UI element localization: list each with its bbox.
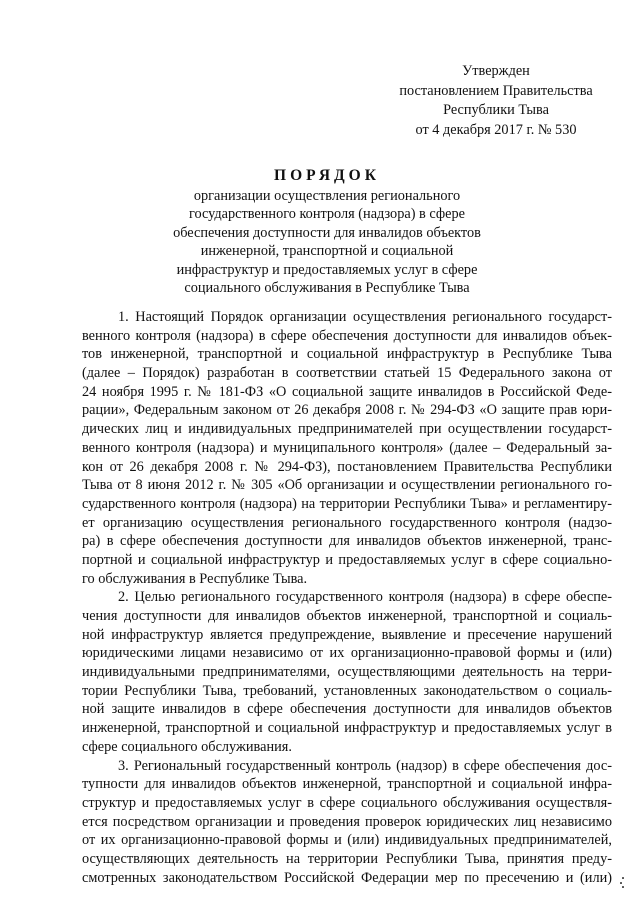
paragraph-1-line: сударственного контроля (надзора) на территории Республики Тыва» и регламентиру-: [82, 495, 612, 512]
paragraph-1-line: портной и социальной инфраструктур и предоставляемых услуг в сфере социально-: [82, 551, 612, 568]
paragraph-1-line: рации», Федеральным законом от 26 декабря 2008 г. № 294-ФЗ «О защите прав юри-: [82, 402, 612, 419]
paragraph-1-line: 24 ноября 1995 г. № 181-ФЗ «О социальной защите инвалидов в Российской Феде-: [82, 383, 612, 400]
paragraph-2-line: чения доступности для инвалидов объектов инженерной, транспортной и социаль-: [82, 608, 612, 624]
paragraph-2-line: тории Республики Тыва, требований, установленных законодательством о социаль-: [82, 682, 612, 699]
paragraph-2-line: 2. Целью регионального государственного контроля (надзора) в сфере обеспе-: [118, 589, 612, 606]
paragraph-1-line: ра) в сфере обеспечения доступности для инвалидов объектов инженерной, транс-: [82, 533, 612, 550]
paragraph-1-line: 1. Настоящий Порядок организации осуществления регионального государст-: [118, 309, 612, 325]
document-title: ПОРЯДОК: [274, 167, 380, 184]
subtitle-line: обеспечения доступности для инвалидов объектов: [173, 224, 481, 241]
approval-line: постановлением Правительства: [399, 82, 593, 99]
subtitle-line: организации осуществления регионального: [193, 188, 461, 204]
paragraph-2-line: индивидуальными предпринимателями, осуществляющими деятельность на терри-: [82, 664, 612, 681]
paragraph-1-line: дических лиц и индивидуальных предпринимателей при осуществлении государст-: [82, 421, 612, 438]
approval-line: от 4 декабря 2017 г. № 530: [415, 121, 577, 138]
approval-line: Республики Тыва: [443, 102, 549, 118]
paragraph-1-line: венного контроля (надзора) в сфере обеспечения доступности для инвалидов объек-: [82, 327, 612, 344]
approval-line: Утвержден: [462, 63, 530, 79]
paragraph-1-line: тов инженерной, транспортной и социальной инфраструктур в Республике Тыва: [82, 346, 612, 363]
paragraph-2-line: ной защите инвалидов в сфере обеспечения доступности для инвалидов объектов: [82, 701, 612, 718]
paragraph-1-line: (далее – Порядок) разработан в соответствии статьей 15 Федерального закона от: [82, 365, 612, 382]
paragraph-1-line: го обслуживания в Республике Тыва.: [82, 570, 308, 587]
paragraph-3-line: ется посредством организации и проведения проверок юридических лиц независимо: [82, 813, 612, 830]
paragraph-3-line: тупности для инвалидов объектов инженерной, транспортной и социальной инфра-: [82, 776, 612, 793]
paragraph-2-line: юридическими лицами независимо от их организационно-правовой формы и (или): [82, 645, 612, 662]
subtitle-line: государственного контроля (надзора) в сфере: [188, 206, 465, 223]
subtitle-line: социального обслуживания в Республике Тыва: [184, 280, 470, 297]
paragraph-2-line: ной инфраструктур является предупреждение, выявление и пресечение нарушений: [82, 626, 612, 643]
paragraph-1-line: ет организацию осуществления регионального государственного контроля (надзо-: [82, 514, 612, 531]
approval-block: [378, 62, 614, 140]
paragraph-1-line: Тыва от 8 июня 2012 г. № 305 «Об организации и осуществлении регионального го-: [82, 477, 612, 494]
paragraph-3-line: от их организационно-правовой формы и (или) индивидуальных предпринимателей,: [82, 832, 612, 849]
document-subtitle: [0, 187, 640, 297]
paragraph-2-line: инженерной, транспортной и социальной инфраструктур и предоставляемых услуг в: [82, 720, 612, 737]
document-body: [82, 308, 612, 887]
paragraph-3-line: смотренных законодательством Российской Федерации мер по пресечению и (или): [82, 869, 612, 886]
paragraph-3-line: структур и предоставляемых услуг в сфере социального обслуживания осуществля-: [82, 794, 612, 811]
paragraph-3-line: осуществляющих деятельность на территории Республики Тыва, принятия преду-: [82, 850, 612, 867]
subtitle-line: инфраструктур и предоставляемых услуг в сфере: [176, 261, 478, 278]
paragraph-1-line: кон от 26 декабря 2008 г. № 294-ФЗ), постановлением Правительства Республики: [82, 458, 612, 475]
paragraph-3-line: 3. Региональный государственный контроль (надзор) в сфере обеспечения дос-: [118, 757, 612, 774]
paragraph-2-line: сфере социального обслуживания.: [82, 738, 292, 755]
subtitle-line: инженерной, транспортной и социальной: [200, 243, 454, 260]
scan-speck-mark: [619, 877, 625, 889]
paragraph-1-line: венного контроля (надзора) и муниципального контроля» (далее – Федеральный за-: [82, 439, 612, 456]
